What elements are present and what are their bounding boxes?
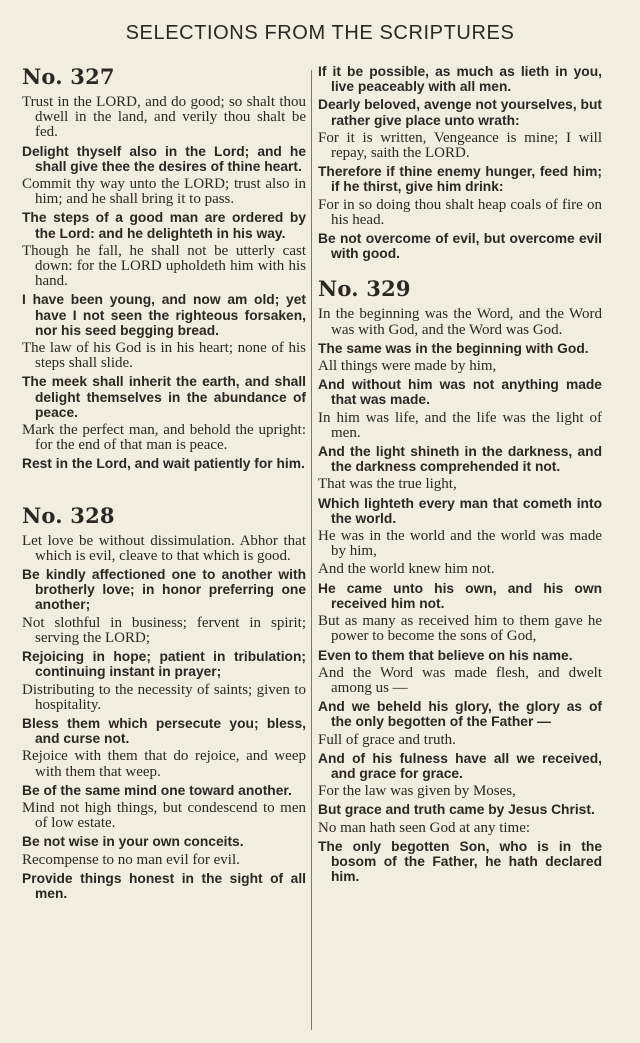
verse: Trust in the LORD, and do good; so shalt thou dwell in the land, and verily thou shalt be fed. [22,94,306,141]
verse: Delight thyself also in the Lord; and he shall give thee the desires of thine heart. [22,143,306,174]
verse: Even to them that believe on his name. [318,647,573,663]
verse: The same was in the beginning with God. [318,340,589,356]
column-divider [311,70,312,1030]
verse: For the law was given by Moses, [318,783,516,800]
section-gap [318,264,602,276]
verse: Though he fall, he shall not be utterly cast down: for the LORD upholdeth him with his hand. [22,242,306,290]
section-gap [22,475,306,503]
section-328-continued [318,64,602,261]
verse: Mind not high things, but condescend to men of low estate. [22,799,306,832]
verse: He came unto his own, and his own received him not. [318,580,602,611]
left-column [22,64,306,1043]
verse: Rejoice with them that do rejoice, and weep with them that weep. [22,748,306,780]
verse: Dearly beloved, avenge not yourselves, but rather give place unto wrath: [318,97,602,128]
verse: If it be possible, as much as lieth in you, live peaceably with all men. [318,64,602,95]
verse: Distributing to the necessity of saints; given to hospitality. [22,681,306,713]
verse: In him was life, and the life was the light of men. [318,409,602,441]
section-number: No. 327 [22,64,115,89]
verse: Be of the same mind one toward another. [22,782,292,798]
verse: Be not overcome of evil, but overcome evil with good. [318,231,602,262]
verse: Be kindly affectioned one to another with brotherly love; in honor preferring one another; [22,567,306,613]
verse: And without him was not anything made that was made. [318,377,602,408]
verse: Provide things honest in the sight of all men. [22,870,306,901]
verse: Rest in the Lord, and wait patiently for him. [22,456,305,472]
verse: Recompense to no man evil for evil. [22,851,240,868]
verse: Not slothful in business; fervent in spirit; serving the LORD; [22,614,306,646]
verse: For in so doing thou shalt heap coals of fire on his head. [318,196,602,228]
verse: Which lighteth every man that cometh into the world. [318,495,602,526]
section-number: No. 328 [22,502,115,528]
verse: But as many as received him to them gave he power to become the sons of God, [318,613,602,645]
verse: Full of grace and truth. [318,731,456,748]
section-328 [22,503,306,901]
verse: The law of his God is in his heart; none of his steps shall slide. [22,340,306,372]
verse: And we beheld his glory, the glory as of the only begotten of the Father — [318,699,602,730]
verse: The steps of a good man are ordered by the Lord: and he delighteth in his way. [22,210,306,241]
section-327 [22,64,306,472]
verse: And of his fulness have all we received, and grace for grace. [318,750,602,781]
verse: For it is written, Vengeance is mine; I will repay, saith the LORD. [318,129,602,162]
verse: No man hath seen God at any time: [318,819,531,836]
verse: But grace and truth came by Jesus Christ. [318,802,595,818]
right-column [318,64,602,1043]
verse: Bless them which persecute you; bless, and curse not. [22,715,306,747]
verse: Commit thy way unto the LORD; trust also in him; and he shall bring it to pass. [22,176,306,208]
verse: Rejoicing in hope; patient in tribulation; continuing instant in prayer; [22,649,306,680]
verse: Let love be without dissimulation. Abhor that which is evil, cleave to that which is good. [22,532,306,564]
section-number: No. 329 [318,276,411,302]
verse: Therefore if thine enemy hunger, feed him; if he thirst, give him drink: [318,164,602,195]
verse: Mark the perfect man, and behold the upright: for the end of that man is peace. [22,422,306,454]
verse: In the beginning was the Word, and the Word was with God, and the Word was God. [318,306,602,338]
verse: I have been young, and now am old; yet have I not seen the righteous forsaken, nor his seed begging bread. [22,292,306,338]
verse: And the Word was made flesh, and dwelt among us — [318,664,602,696]
verse: And the world knew him not. [318,561,495,578]
verse: That was the true light, [318,476,457,493]
verse: And the light shineth in the darkness, and the darkness comprehended it not. [318,444,602,475]
verse: Be not wise in your own conceits. [22,834,244,850]
verse: The only begotten Son, who is in the bosom of the Father, he hath declared him. [318,838,602,885]
verse: He was in the world and the world was made by him, [318,528,602,560]
page-title: SELECTIONS FROM THE SCRIPTURES [125,22,515,44]
section-329 [318,276,602,884]
verse: All things were made by him, [318,358,497,375]
verse: The meek shall inherit the earth, and shall delight themselves in the abundance of peace. [22,374,306,420]
